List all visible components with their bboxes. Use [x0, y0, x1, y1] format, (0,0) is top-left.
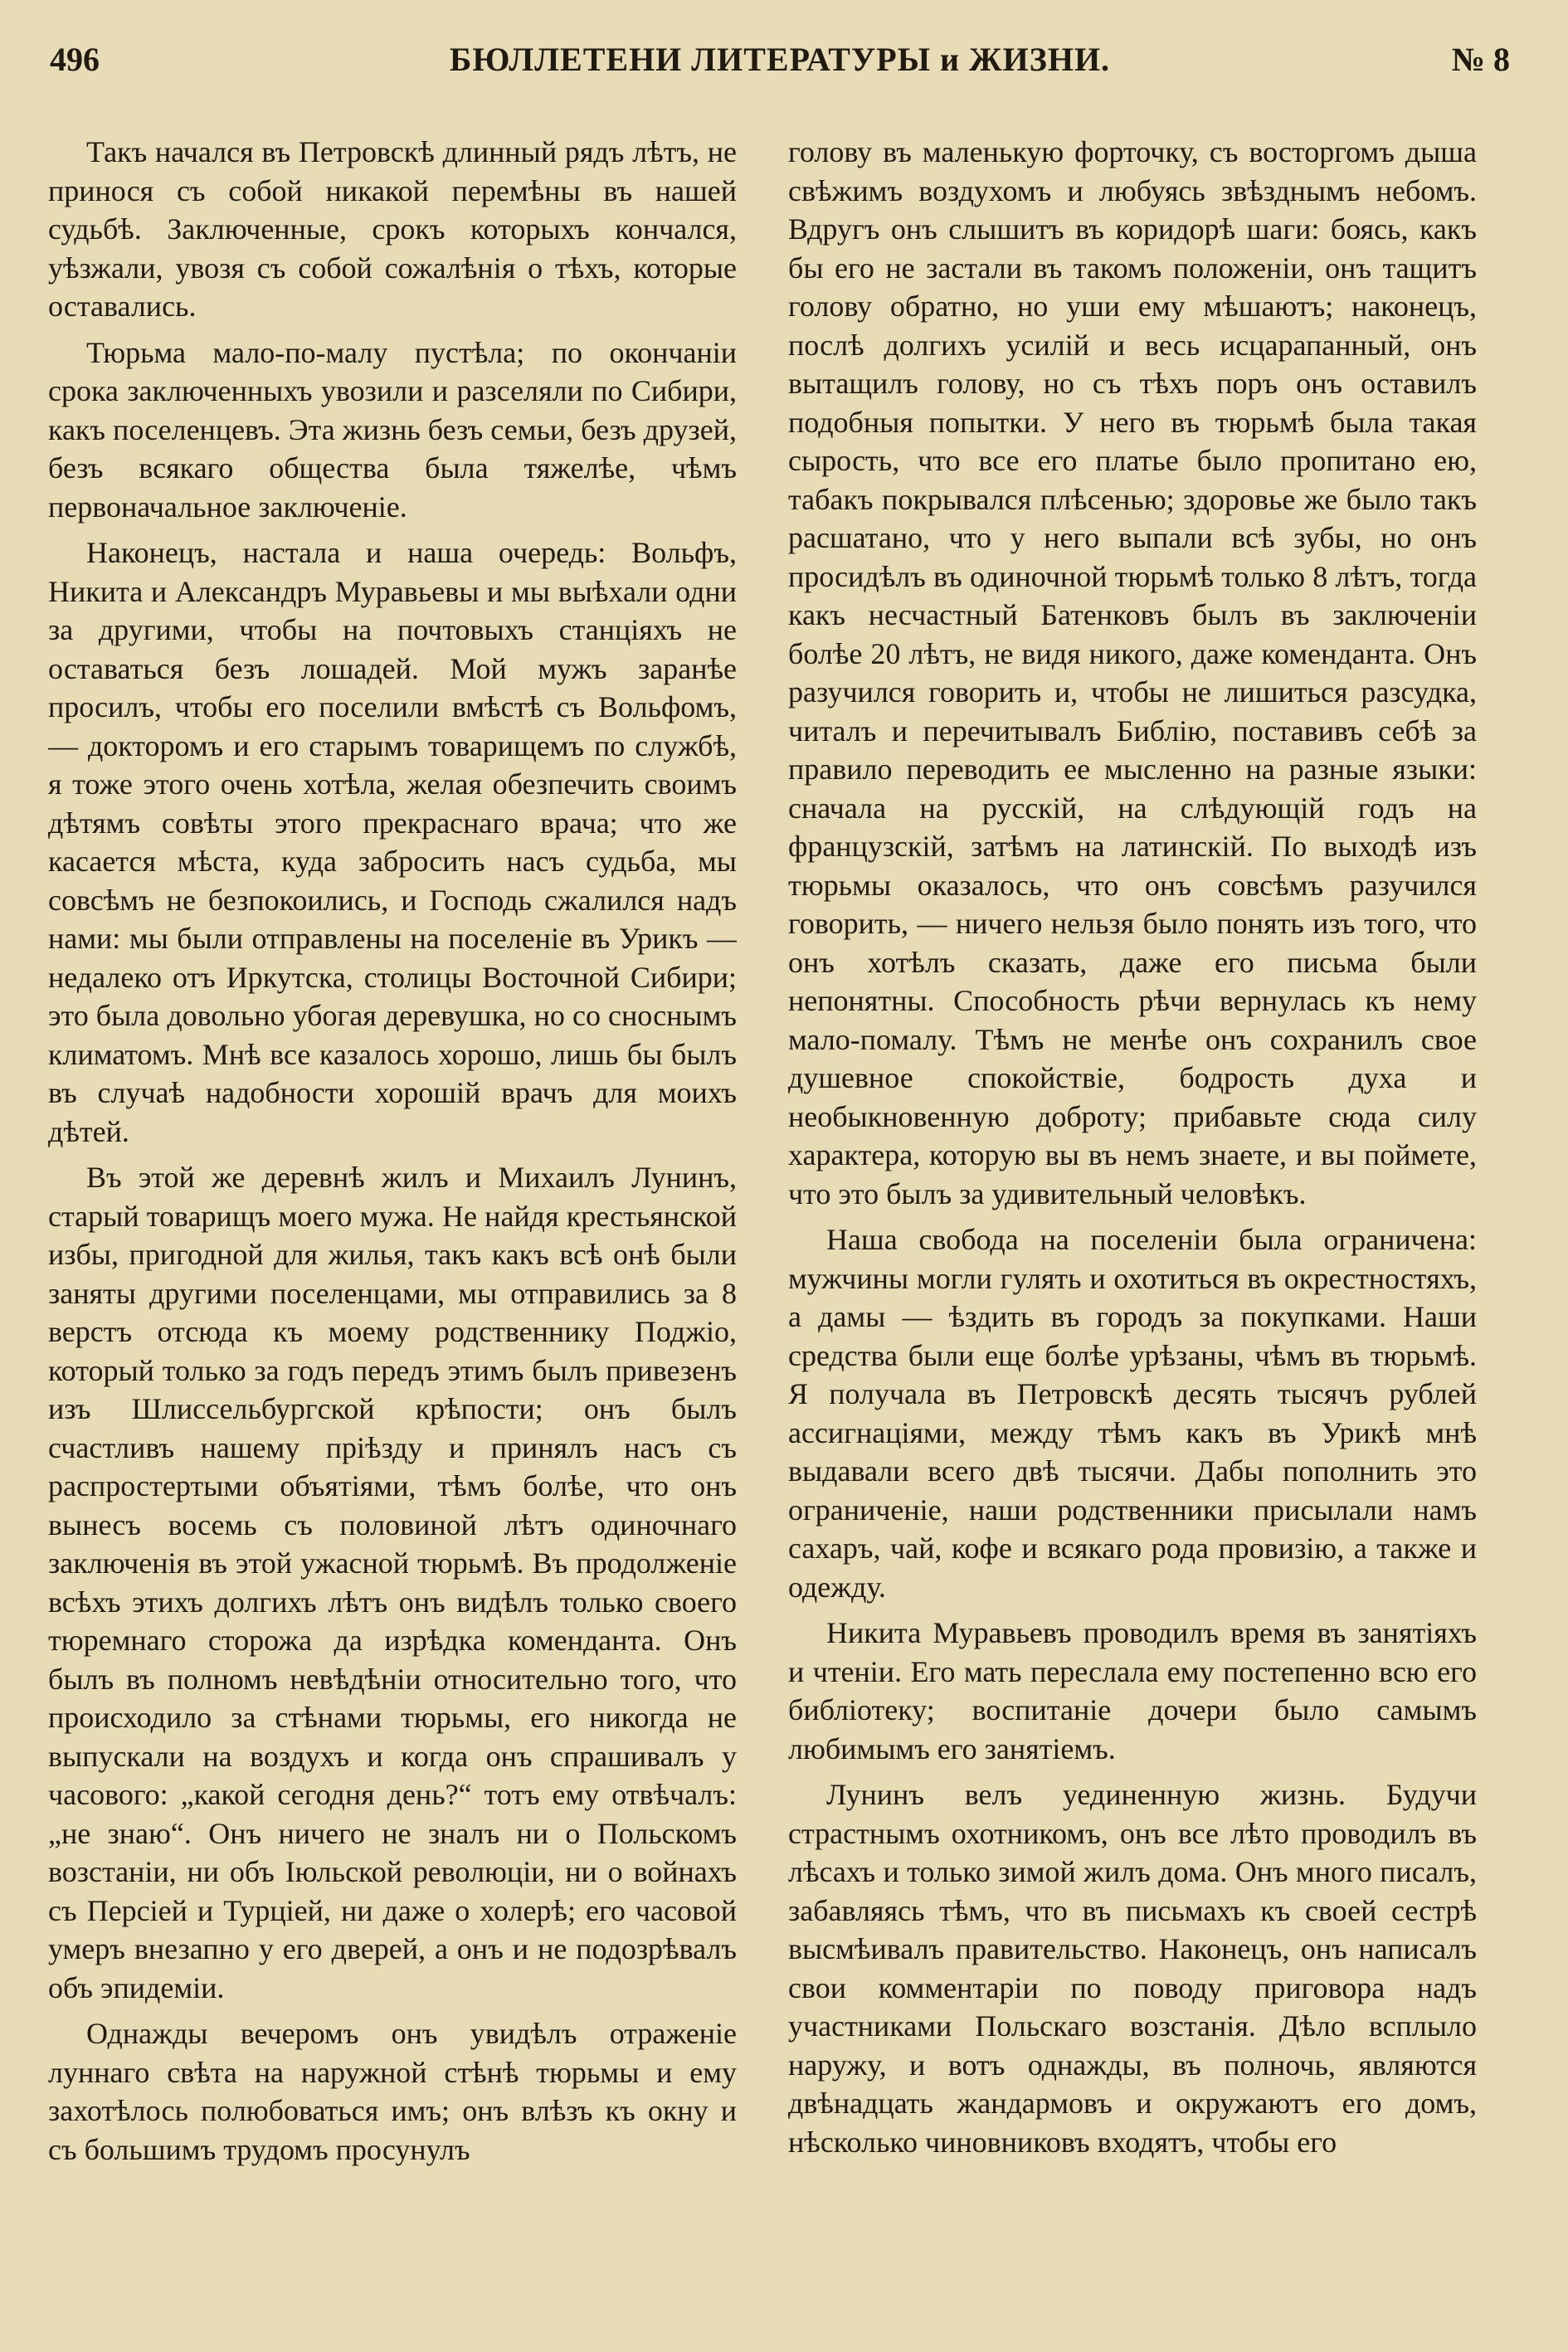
publication-title: БЮЛЛЕТЕНИ ЛИТЕРАТУРЫ и ЖИЗНИ. [449, 41, 1111, 78]
page-header [50, 40, 1510, 90]
issue-number: № 8 [1451, 41, 1510, 78]
paragraph: Лунинъ велъ уединенную жизнь. Будучи страстнымъ охотникомъ, онъ все лѣто проводилъ въ лѣсахъ и только зимой жилъ дома. Онъ много писалъ, забавляясь тѣмъ, что въ письмахъ къ своей сестрѣ высмѣивалъ правительство. Наконецъ, онъ написалъ свои комментаріи по поводу приговора надъ участниками Польскаго возстанія. Дѣло всплыло наружу, и вотъ однажды, въ полночь, являются двѣнадцать жандармовъ и окружаютъ его домъ, нѣсколько чиновниковъ входятъ, чтобы его [788, 1778, 1477, 2159]
paragraph: Наша свобода на поселеніи была ограничена: мужчины могли гулять и охотиться въ окрестностяхъ, а дамы — ѣздить въ городъ за покупками. Наши средства были еще болѣе урѣзаны, чѣмъ въ тюрьмѣ. Я получала въ Петровскѣ десять тысячъ рублей ассигнаціями, между тѣмъ какъ въ Урикѣ мнѣ выдавали всего двѣ тысячи. Дабы пополнить это ограниченіе, наши родственники присылали намъ сахаръ, чай, кофе и всякаго рода провизію, а также и одежду. [788, 1223, 1477, 1604]
paragraph: Въ этой же деревнѣ жилъ и Михаилъ Лунинъ, старый товарищъ моего мужа. Не найдя крестьянской избы, пригодной для жилья, такъ какъ всѣ онѣ были заняты другими поселенцами, мы отправились за 8 верстъ отсюда къ моему родственнику Поджіо, который только за годъ передъ этимъ былъ привезенъ изъ Шлиссельбургской крѣпости; онъ былъ счастливъ нашему пріѣзду и принялъ насъ съ распростертыми объятіями, тѣмъ болѣе, что онъ вынесъ восемь съ половиной лѣтъ одиночнаго заключенія въ этой ужасной тюрьмѣ. Въ продолженіе всѣхъ этихъ долгихъ лѣтъ онъ видѣлъ только своего тюремнаго сторожа да изрѣдка коменданта. Онъ былъ въ полномъ невѣдѣніи относительно того, что происходило за стѣнами тюрьмы, его никогда не выпускали на воздухъ и когда онъ спрашивалъ у часового: „какой сегодня день?“ тотъ ему отвѣчалъ: „не знаю“. Онъ ничего не зналъ ни о Польскомъ возстаніи, ни объ Іюльской революціи, ни о войнахъ съ Персіей и Турціей, ни даже о холерѣ; его часовой умеръ внезапно у его дверей, а онъ и не подозрѣвалъ объ эпидеміи. [48, 1161, 737, 2004]
paragraph-continued: голову въ маленькую форточку, съ восторгомъ дыша свѣжимъ воздухомъ и любуясь звѣзднымъ небомъ. Вдругъ онъ слышитъ въ коридорѣ шаги: боясь, какъ бы его не застали въ такомъ положеніи, онъ тащитъ голову обратно, но уши ему мѣшаютъ; наконецъ, послѣ долгихъ усилій и весь исцарапанный, онъ вытащилъ голову, но съ тѣхъ поръ онъ оставилъ подобныя попытки. У него въ тюрьмѣ была такая сырость, что все его платье было пропитано ею, табакъ покрывался плѣсенью; здоровье же было такъ расшатано, что у него выпали всѣ зубы, но онъ просидѣлъ въ одиночной тюрьмѣ только 8 лѣтъ, тогда какъ несчастный Батенковъ былъ въ заключеніи болѣе 20 лѣтъ, не видя никого, даже коменданта. Онъ разучился говорить и, чтобы не лишиться разсудка, читалъ и перечитывалъ Библію, поставивъ себѣ за правило переводить ее мысленно на разные языки: сначала на русскій, на слѣдующій годъ на французскій, затѣмъ на латинскій. По выходѣ изъ тюрьмы оказалось, что онъ совсѣмъ разучился говорить, — ничего нельзя было понять изъ того, что онъ хотѣлъ сказать, даже его письма были непонятны. Способность рѣчи вернулась къ нему мало-помалу. Тѣмъ не менѣе онъ сохранилъ свое душевное спокойствіе, бодрость духа и необыкновенную доброту; прибавьте сюда силу характера, которую вы въ немъ знаете, и вы поймете, что это былъ за удивительный человѣкъ. [788, 135, 1477, 1210]
left-column [48, 133, 737, 2323]
paragraph: Такъ начался въ Петровскѣ длинный рядъ лѣтъ, не принося съ собой никакой перемѣны въ нашей судьбѣ. Заключенные, срокъ которыхъ кончался, уѣзжали, увозя съ собой сожалѣнія о тѣхъ, которые оставались. [48, 135, 737, 323]
paragraph: Однажды вечеромъ онъ увидѣлъ отраженіе луннаго свѣта на наружной стѣнѣ тюрьмы и ему захотѣлось полюбоваться имъ; онъ влѣзъ къ окну и съ большимъ трудомъ просунулъ [48, 2017, 737, 2166]
right-column [788, 133, 1477, 2323]
paragraph: Наконецъ, настала и наша очередь: Вольфъ, Никита и Александръ Муравьевы и мы выѣхали одни за другими, чтобы на почтовыхъ станціяхъ не оставаться безъ лошадей. Мой мужъ заранѣе просилъ, чтобы его поселили вмѣстѣ съ Вольфомъ, — докторомъ и его старымъ товарищемъ по службѣ, я тоже этого очень хотѣла, желая обезпечить своимъ дѣтямъ совѣты этого прекраснаго врача; что же касается мѣста, куда забросить насъ судьба, мы совсѣмъ не безпокоились, и Господь сжалился надъ нами: мы были отправлены на поселеніе въ Урикъ — недалеко отъ Иркутска, столицы Восточной Сибири; это была довольно убогая деревушка, но со сноснымъ климатомъ. Мнѣ все казалось хорошо, лишь бы былъ въ случаѣ надобности хорошій врачъ для моихъ дѣтей. [48, 536, 737, 1148]
page-number: 496 [50, 41, 100, 78]
paragraph: Тюрьма мало-по-малу пустѣла; по окончаніи срока заключенныхъ увозили и разселяли по Сибири, какъ поселенцевъ. Эта жизнь безъ семьи, безъ друзей, безъ всякаго общества была тяжелѣе, чѣмъ первоначальное заключеніе. [48, 335, 737, 523]
paragraph: Никита Муравьевъ проводилъ время въ занятіяхъ и чтеніи. Его мать переслала ему постепенно всю его библіотеку; воспитаніе дочери было самымъ любимымъ его занятіемъ. [788, 1616, 1477, 1765]
